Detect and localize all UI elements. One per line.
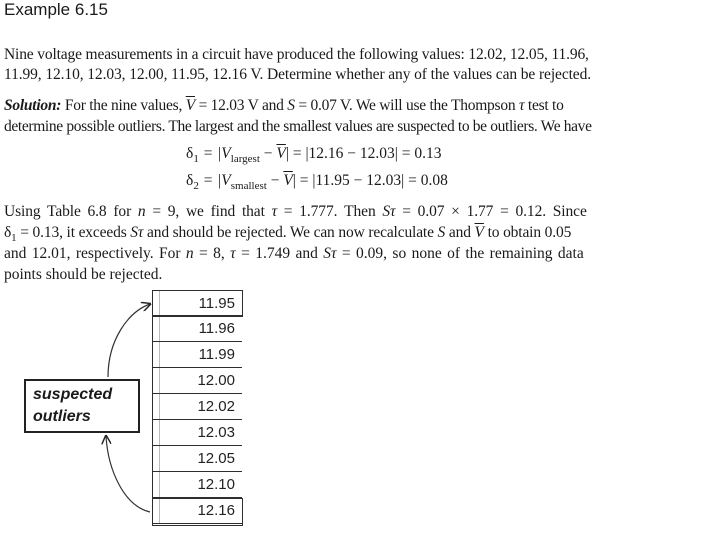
solution-label: Solution: bbox=[4, 97, 62, 114]
tau-symbol: τ bbox=[230, 245, 236, 262]
equation-text: | = |12.16 − 12.03| = 0.13 bbox=[285, 145, 442, 162]
conclusion-text: = 0.09, so none of the remaining data bbox=[336, 245, 584, 262]
solution-line-2: determine possible outliers. The largest and the smallest values are suspected to be outliers. We have bbox=[4, 118, 592, 135]
equation-text: − bbox=[259, 145, 277, 162]
conclusion-text: and should be rejected. We can now recalculate bbox=[143, 224, 438, 241]
conclusion-text: = 8, bbox=[193, 245, 231, 262]
example-title: Example 6.15 bbox=[4, 0, 108, 19]
delta-symbol: δ bbox=[186, 172, 194, 189]
std-dev-symbol: S bbox=[287, 97, 295, 114]
conclusion-line-4: points should be rejected. bbox=[4, 266, 163, 283]
delta-symbol: δ bbox=[186, 145, 194, 162]
value-text: 12.02 bbox=[197, 398, 235, 415]
value-text: 12.05 bbox=[197, 450, 235, 467]
conclusion-text: = 0.07 × 1.77 = 0.12. Since bbox=[395, 203, 587, 220]
subscript: largest bbox=[230, 153, 260, 166]
value-text: 12.10 bbox=[197, 476, 235, 493]
mean-voltage-symbol: $\overline{V}$ bbox=[185, 97, 195, 114]
value-text: 11.95 bbox=[198, 295, 235, 312]
callout-line: suspected bbox=[33, 386, 113, 403]
solution-text: test to bbox=[524, 97, 564, 114]
equation-text: − bbox=[266, 172, 284, 189]
tau-symbol: τ bbox=[518, 97, 525, 114]
conclusion-text: = 1.777. Then bbox=[277, 203, 383, 220]
mean-voltage-symbol: $\overline{V}$ bbox=[283, 172, 293, 189]
n-symbol: n bbox=[185, 245, 194, 262]
conclusion-text: and 12.01, respectively. For bbox=[4, 245, 186, 262]
solution-text: = 0.07 V. We will use the Thompson bbox=[294, 97, 519, 114]
value-text: 12.16 bbox=[197, 502, 235, 519]
subscript: 1 bbox=[193, 153, 199, 166]
problem-line-2: 11.99, 12.10, 12.03, 12.00, 11.95, 12.16 V. Determine whether any of the values can be rejected. bbox=[4, 66, 592, 83]
callout-line: outliers bbox=[33, 408, 91, 425]
conclusion-text: = 1.749 and bbox=[235, 245, 324, 262]
value-text: 11.99 bbox=[198, 346, 235, 363]
subscript: 1 bbox=[11, 232, 17, 245]
equation-text: = |V bbox=[198, 145, 231, 162]
conclusion-text: to obtain 0.05 bbox=[483, 224, 572, 241]
tau-symbol: τ bbox=[271, 203, 278, 220]
s-tau-symbol: Sτ bbox=[130, 224, 144, 241]
solution-text: = 12.03 V and bbox=[194, 97, 288, 114]
value-text: 11.96 bbox=[198, 320, 235, 337]
n-symbol: n bbox=[137, 203, 146, 220]
problem-line-1: Nine voltage measurements in a circuit have produced the following values: 12.02, 12.05, 11.96, bbox=[4, 46, 589, 63]
solution-text: For the nine values, bbox=[64, 97, 186, 114]
conclusion-text: = 0.13, it exceeds bbox=[16, 224, 131, 241]
mean-voltage-symbol: $\overline{V}$ bbox=[474, 224, 484, 241]
value-text: 12.00 bbox=[197, 372, 235, 389]
mean-voltage-symbol: $\overline{V}$ bbox=[276, 145, 286, 162]
delta-symbol: δ bbox=[4, 224, 12, 241]
arrow-to-top-outlier bbox=[108, 304, 150, 377]
s-tau-symbol: Sτ bbox=[323, 245, 337, 262]
value-text: 12.03 bbox=[197, 424, 235, 441]
s-tau-symbol: Sτ bbox=[382, 203, 396, 220]
equation-text: | = |11.95 − 12.03| = 0.08 bbox=[292, 172, 448, 189]
arrow-to-bottom-outlier bbox=[106, 436, 150, 512]
conclusion-text: = 9, we find that bbox=[145, 203, 272, 220]
subscript: 2 bbox=[193, 180, 199, 193]
std-dev-symbol: S bbox=[437, 224, 446, 241]
conclusion-text: Using Table 6.8 for bbox=[4, 203, 138, 220]
subscript: smallest bbox=[230, 180, 267, 193]
conclusion-text: and bbox=[445, 224, 475, 241]
equation-text: = |V bbox=[198, 172, 231, 189]
